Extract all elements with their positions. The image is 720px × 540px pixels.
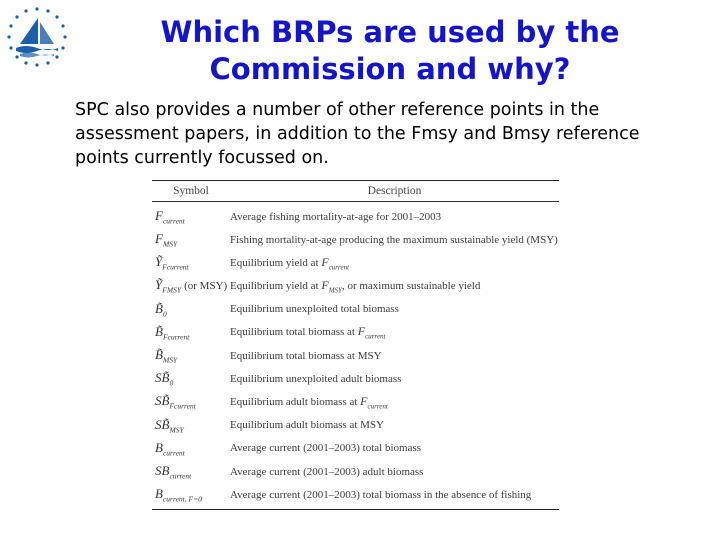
table-bottom-rule [152,509,559,510]
description-text: Equilibrium unexploited total biomass [230,303,399,316]
description-symbol-subscript: current [367,402,388,411]
symbol-cell [152,324,230,342]
symbol-column-header: Symbol [173,185,209,197]
table-row [152,205,559,228]
symbol-cell [152,301,230,319]
symbol-subscript: MSY [162,239,178,249]
table-row [152,483,559,506]
description-symbol-subscript: MSY [328,286,342,295]
symbol-cell [152,347,230,365]
description-cell [230,489,559,501]
symbol-text: Ỹ [155,277,163,293]
table-row [152,275,559,298]
symbol-note: (or MSY) [184,280,228,293]
symbol-subscript: current, F=0 [162,494,202,504]
description-symbol-text: F [321,277,329,292]
description-cell [230,303,559,315]
description-symbol-subscript: current [365,332,386,341]
symbol-subscript: MSY [162,355,178,365]
symbol-subscript: 0 [162,309,167,319]
symbol-text: B [155,439,163,455]
table-row [152,367,559,390]
symbol-text: SB [155,462,170,478]
description-cell [230,234,559,246]
description-cell [230,373,559,385]
symbol-subscript: FMSY [162,285,181,295]
symbol-text: B̃ [155,323,163,339]
description-suffix: , or maximum sustainable yield [341,279,481,292]
table-row [152,321,559,344]
description-text: Equilibrium total biomass at MSY [230,349,382,362]
table-row [152,298,559,321]
description-text: Average fishing mortality-at-age for 2001–2003 [230,210,442,223]
symbol-cell [152,417,230,435]
table-header [152,181,559,201]
description-column-header: Description [367,185,422,197]
spc-logo-icon [4,4,70,70]
symbol-text: Ỹ [155,254,163,270]
symbol-subscript: current [169,471,192,481]
body-paragraph: SPC also provides a number of other reference points in the assessment papers, in addition to the Fmsy and Bmsy reference points currently focussed on. [75,100,640,168]
description-symbol [321,254,350,272]
table-row [152,437,559,460]
description-cell [230,350,559,362]
symbol-text: B [155,486,163,502]
symbol-text: B̃ [155,300,163,316]
symbol-subscript: MSY [169,425,184,435]
table-row [152,228,559,251]
description-text: Equilibrium total biomass at [230,326,355,339]
symbol-cell [152,208,230,226]
description-symbol [357,324,386,341]
symbol-subscript: Fcurrent [162,262,189,272]
table-row [152,344,559,367]
description-symbol [321,277,342,295]
symbol-text: SB̃ [155,416,170,432]
symbol-text: SB̃ [155,393,170,409]
symbol-text: F [155,231,163,247]
symbol-cell [152,370,230,388]
description-cell [230,211,559,223]
description-text: Average current (2001–2003) total biomass in the absence of fishing [230,488,532,501]
symbol-cell [152,463,230,481]
symbol-text: F [155,207,163,223]
description-symbol [360,393,388,411]
symbol-subscript: 0 [169,378,174,388]
description-text: Equilibrium yield at [230,256,319,269]
reference-points-table [152,180,559,510]
table-row [152,414,559,437]
symbol-subscript: current [162,216,185,226]
table-body [152,202,559,509]
symbol-text: SB̃ [155,370,170,386]
description-symbol-text: F [321,254,329,269]
symbol-text: B̃ [155,346,163,362]
symbol-subscript: current [162,448,185,458]
description-symbol-subscript: current [328,263,350,272]
symbol-cell [152,486,230,504]
description-text: Average current (2001–2003) total biomass [230,442,422,455]
page-title: Which BRPs are used by the Commission and why? [160,15,620,86]
description-cell [230,442,559,454]
table-row [152,251,559,274]
table-row [152,460,559,483]
table-row [152,391,559,414]
description-text: Equilibrium unexploited adult biomass [230,372,402,385]
description-cell [230,324,559,340]
description-cell [230,394,559,410]
symbol-subscript: Fcurrent [169,401,196,411]
symbol-cell [152,254,230,272]
symbol-subscript: Fcurrent [162,332,190,342]
description-symbol-text: F [360,393,368,408]
symbol-cell [152,277,230,295]
description-cell [230,419,559,431]
description-text: Equilibrium adult biomass at MSY [230,419,384,432]
description-text: Equilibrium adult biomass at [230,395,358,408]
symbol-cell [152,440,230,458]
description-cell [230,255,559,271]
description-cell [230,278,559,294]
description-text: Fishing mortality-at-age producing the maximum sustainable yield (MSY) [230,233,558,246]
symbol-cell [152,393,230,411]
symbol-cell [152,231,230,249]
description-text: Average current (2001–2003) adult biomass [230,465,424,478]
description-text: Equilibrium yield at [230,279,319,292]
description-symbol-text: F [357,324,366,339]
description-cell [230,466,559,478]
